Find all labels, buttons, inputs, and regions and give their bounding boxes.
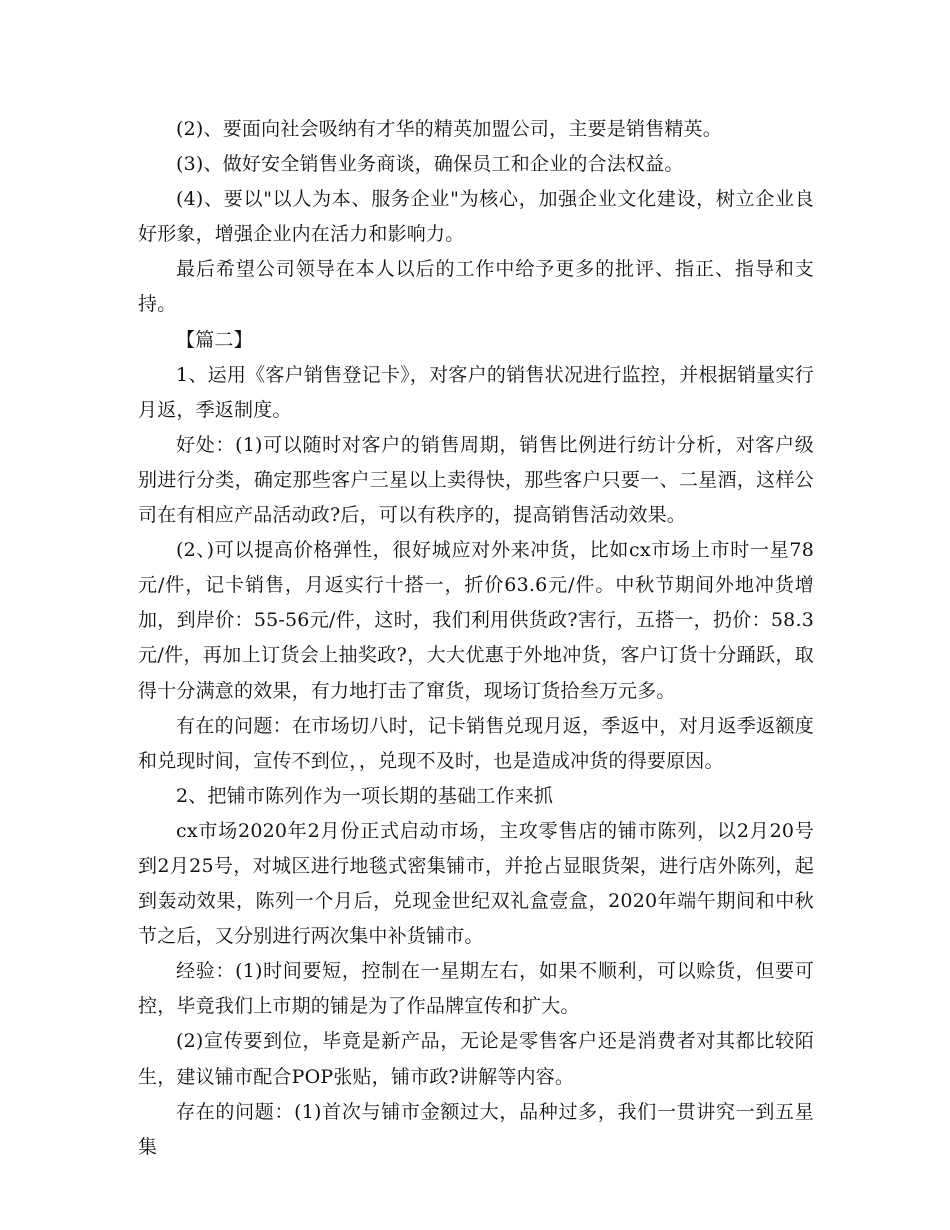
- paragraph-experience: 经验：(1)时间要短，控制在一星期左右，如果不顺利，可以赊货，但要可控，毕竟我们上市期的铺是为了作品牌宣传和扩大。: [138, 960, 814, 1018]
- paragraph-promotion: (2)宣传要到位，毕竟是新产品，无论是零售客户还是消费者对其都比较陌生，建议铺市配合POP张贴，铺市政?讲解等内容。: [138, 1030, 814, 1088]
- paragraph-point-3: (3)、做好安全销售业务商谈，确保员工和企业的合法权益。: [176, 153, 684, 176]
- section-heading: 【篇二】: [176, 328, 253, 351]
- paragraph-problems-2: 存在的问题：(1)首次与铺市金额过大，品种过多，我们一贯讲究一到五星集: [138, 1100, 814, 1158]
- paragraph-item-1: 1、运用《客户销售登记卡》，对客户的销售状况进行监控，并根据销量实行月返，季返制度。: [138, 363, 814, 421]
- paragraph-price-elasticity: (2、)可以提高价格弹性，很好城应对外来冲货，比如cx市场上市时一星78元/件，记卡销售，月返实行十搭一，折价63.6元/件。中秋节期间外地冲货增加，到岸价：55-56元/件，这时，我们利用供货政?害行，五搭一，扔价：58.3元/件，再加上订货会上抽奖政?，大大优惠于外地冲货，客户订货十分踊跃，取得十分满意的效果，有力地打击了窜货，现场订货拾叁万元多。: [138, 539, 814, 702]
- paragraph-market-launch: cx市场2020年2月份正式启动市场，主攻零售店的铺市陈列，以2月20号到2月25号，对城区进行地毯式密集铺市，并抢占显眼货架，进行店外陈列，起到轰动效果，陈列一个月后，兑现金世纪双礼盒壹盒，2020年端午期间和中秋节之后，又分别进行两次集中补货铺市。: [138, 819, 814, 948]
- paragraph-point-2: (2)、要面向社会吸纳有才华的精英加盟公司，主要是销售精英。: [176, 118, 722, 140]
- paragraph-item-2: 2、把铺市陈列作为一项长期的基础工作来抓: [176, 784, 554, 807]
- document-page: [138, 112, 814, 1165]
- paragraph-problems-1: 有在的问题：在市场切八时，记卡销售兑现月返，季返中，对月返季返额度和兑现时间，宣传不到位，，兑现不及时，也是造成冲货的得要原因。: [138, 714, 814, 772]
- paragraph-point-4: (4)、要以"以人为本、服务企业"为核心，加强企业文化建设，树立企业良好形象，增强企业内在活力和影响力。: [138, 188, 814, 246]
- paragraph-closing: 最后希望公司领导在本人以后的工作中给予更多的批评、指正、指导和支持。: [138, 258, 814, 316]
- paragraph-benefits: 好处：(1)可以随时对客户的销售周期，销售比例进行纺计分析，对客户级别进行分类，确定那些客户三星以上卖得快，那些客户只要一、二星酒，这样公司在有相应产品活动政?后，可以有秩序的，提高销售活动效果。: [138, 433, 814, 527]
